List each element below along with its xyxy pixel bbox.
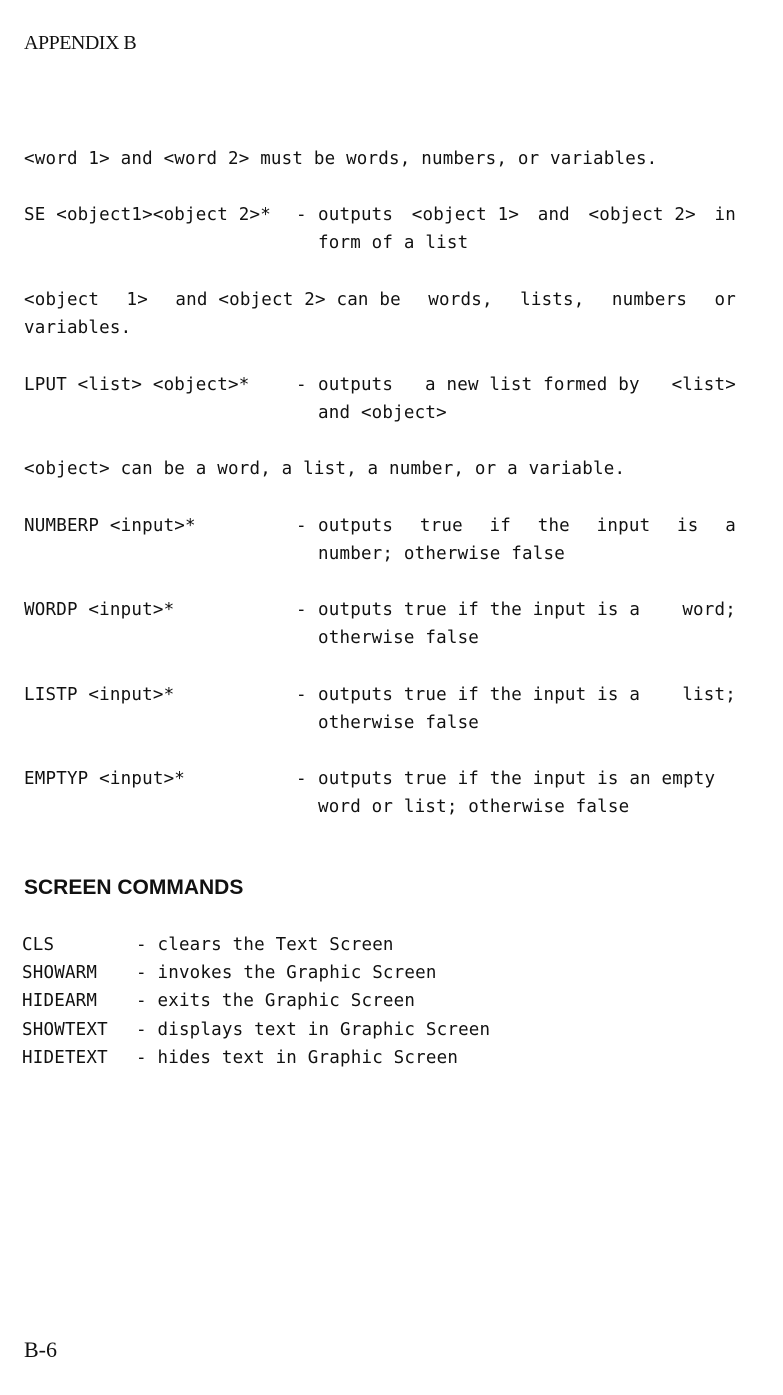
- screen-command-cmd: SHOWTEXT: [22, 1020, 108, 1040]
- wordp-desc-line2: otherwise false: [318, 628, 480, 648]
- numberp-word: the: [537, 516, 570, 536]
- wordp-word: word;: [682, 600, 736, 620]
- listp-term: LISTP <input>*: [24, 685, 175, 705]
- lput-desc-line2: and <object>: [318, 403, 447, 423]
- screen-command-desc: - invokes the Graphic Screen: [136, 963, 437, 983]
- wordp-dash: -: [296, 600, 307, 620]
- se-desc-line1: [318, 205, 736, 225]
- object-note: <object> can be a word, a list, a number, or a variable.: [24, 459, 626, 479]
- se-word: <object 1>: [411, 205, 520, 225]
- numberp-word: outputs: [318, 516, 394, 536]
- se-term: SE <object1><object 2>*: [24, 205, 271, 225]
- numberp-desc-line1: [318, 516, 736, 536]
- word-params-note: <word 1> and <word 2> must be words, numbers, or variables.: [24, 149, 658, 169]
- lput-term: LPUT <list> <object>*: [24, 375, 250, 395]
- object12-word: and <object 2> can be: [175, 290, 401, 310]
- listp-desc-line1: [318, 685, 736, 705]
- screen-command-desc: - exits the Graphic Screen: [136, 991, 416, 1011]
- se-word: <object 2>: [588, 205, 696, 225]
- listp-desc-line2: otherwise false: [318, 713, 480, 733]
- screen-command-desc: - hides text in Graphic Screen: [136, 1048, 459, 1068]
- screen-command-desc: - clears the Text Screen: [136, 935, 394, 955]
- object12-word: lists,: [520, 290, 585, 310]
- numberp-term: NUMBERP <input>*: [24, 516, 196, 536]
- listp-word: outputs true if the input is a: [318, 685, 641, 705]
- se-dash: -: [296, 205, 307, 225]
- wordp-term: WORDP <input>*: [24, 600, 175, 620]
- se-word: and: [537, 205, 570, 225]
- lput-dash: -: [296, 375, 307, 395]
- numberp-word: true: [419, 516, 463, 536]
- listp-dash: -: [296, 685, 307, 705]
- emptyp-term: EMPTYP <input>*: [24, 769, 186, 789]
- numberp-word: a: [725, 516, 736, 536]
- se-word: in: [714, 205, 736, 225]
- emptyp-dash: -: [296, 769, 307, 789]
- listp-word: list;: [682, 685, 736, 705]
- object12-note-line2: variables.: [24, 318, 132, 338]
- se-word: outputs: [318, 205, 394, 225]
- object12-word: words,: [428, 290, 493, 310]
- object12-note-line1: [24, 290, 736, 310]
- screen-command-cmd: CLS: [22, 935, 55, 955]
- object12-word: <object: [24, 290, 100, 310]
- lput-word: <list>: [671, 375, 736, 395]
- screen-command-cmd: HIDETEXT: [22, 1048, 108, 1068]
- object12-word: 1>: [126, 290, 149, 310]
- wordp-desc-line1: [318, 600, 736, 620]
- lput-desc-line1: [318, 375, 736, 395]
- page-number: B-6: [24, 1337, 57, 1362]
- lput-word: a new list formed by: [425, 375, 640, 395]
- object12-word: numbers: [611, 290, 688, 310]
- lput-word: outputs: [318, 375, 394, 395]
- section-heading: SCREEN COMMANDS: [24, 876, 244, 899]
- se-desc-line2: form of a list: [318, 233, 469, 253]
- numberp-word: is: [677, 516, 699, 536]
- wordp-word: outputs true if the input is a: [318, 600, 641, 620]
- emptyp-desc-line2: word or list; otherwise false: [318, 797, 630, 817]
- screen-command-cmd: SHOWARM: [22, 963, 98, 983]
- numberp-desc-line2: number; otherwise false: [318, 544, 565, 564]
- emptyp-desc-line1: outputs true if the input is an empty: [318, 769, 716, 789]
- numberp-word: if: [489, 516, 511, 536]
- screen-command-desc: - displays text in Graphic Screen: [136, 1020, 491, 1040]
- page-header: APPENDIX B: [24, 32, 137, 54]
- numberp-word: input: [596, 516, 651, 536]
- screen-command-cmd: HIDEARM: [22, 991, 98, 1011]
- object12-word: or: [714, 290, 736, 310]
- numberp-dash: -: [296, 516, 307, 536]
